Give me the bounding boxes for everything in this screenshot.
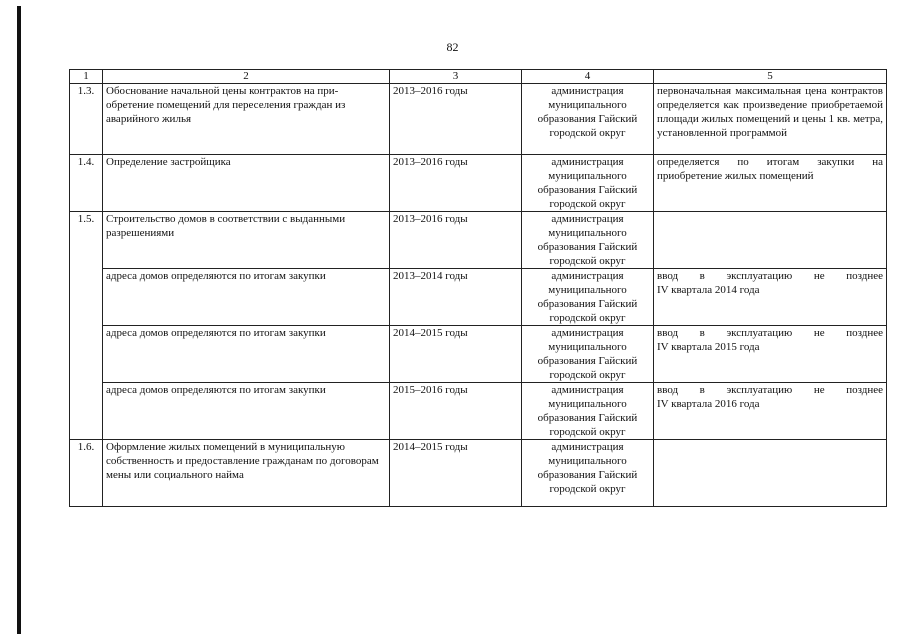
column-header-2: 2 xyxy=(103,70,390,84)
row-number: 1.6. xyxy=(70,440,103,507)
result-text: определяется по итогам закупки на xyxy=(657,156,883,168)
result-text-last-line: IV квартала 2015 года xyxy=(657,341,760,353)
row-number: 1.5. xyxy=(70,212,103,440)
executor-cell: администрация муниципального образования Гайский городской округ xyxy=(522,212,654,269)
executor-cell: администрация муниципального образования Гайский городской округ xyxy=(522,440,654,507)
period-cell: 2014–2015 годы xyxy=(390,326,522,383)
action-cell: адреса домов определяются по итогам закупки xyxy=(103,383,390,440)
action-cell: адреса домов определяются по итогам закупки xyxy=(103,269,390,326)
table-row xyxy=(70,440,887,507)
result-text: ввод в эксплуатацию не позднее xyxy=(657,384,883,396)
period-cell: 2013–2016 годы xyxy=(390,212,522,269)
column-header-3: 3 xyxy=(390,70,522,84)
result-cell xyxy=(654,383,887,440)
table-row xyxy=(70,84,887,155)
period-cell: 2015–2016 годы xyxy=(390,383,522,440)
action-cell: адреса домов определяются по итогам закупки xyxy=(103,326,390,383)
table-row xyxy=(70,269,887,326)
table-row xyxy=(70,155,887,212)
program-table xyxy=(69,69,887,507)
row-number: 1.3. xyxy=(70,84,103,155)
result-text: первоначальная максимальная цена контрактов определяется как произведение приобретаемой площади жилых помещений и цены 1 кв. метра, xyxy=(657,85,883,125)
executor-cell: администрация муниципального образования Гайский городской округ xyxy=(522,383,654,440)
action-cell: Обоснование начальной цены контрактов на при-обретение помещений для переселения граждан из аварийного жилья xyxy=(103,84,390,155)
result-text-last-line: установленной программой xyxy=(657,127,788,139)
column-number-row xyxy=(70,70,887,84)
result-text-last-line: IV квартала 2014 года xyxy=(657,284,760,296)
action-cell: Оформление жилых помещений в муниципальную собственность и предоставление гражданам по договорам мены или социального найма xyxy=(103,440,390,507)
binding-edge-bar xyxy=(17,6,21,634)
page-number: 82 xyxy=(446,40,459,54)
period-cell: 2013–2016 годы xyxy=(390,84,522,155)
result-cell xyxy=(654,84,887,155)
table-row xyxy=(70,326,887,383)
result-cell xyxy=(654,212,887,269)
result-text-last-line: IV квартала 2016 года xyxy=(657,398,760,410)
column-header-1: 1 xyxy=(70,70,103,84)
executor-cell: администрация муниципального образования Гайский городской округ xyxy=(522,84,654,155)
row-number: 1.4. xyxy=(70,155,103,212)
result-cell xyxy=(654,155,887,212)
executor-cell: администрация муниципального образования Гайский городской округ xyxy=(522,155,654,212)
period-cell: 2013–2014 годы xyxy=(390,269,522,326)
period-cell: 2013–2016 годы xyxy=(390,155,522,212)
executor-cell: администрация муниципального образования Гайский городской округ xyxy=(522,269,654,326)
result-text: ввод в эксплуатацию не позднее xyxy=(657,327,883,339)
result-cell xyxy=(654,269,887,326)
table-row xyxy=(70,212,887,269)
result-cell xyxy=(654,326,887,383)
result-text-last-line: приобретение жилых помещений xyxy=(657,170,814,182)
period-cell: 2014–2015 годы xyxy=(390,440,522,507)
result-cell xyxy=(654,440,887,507)
table-row xyxy=(70,383,887,440)
column-header-4: 4 xyxy=(522,70,654,84)
result-text: ввод в эксплуатацию не позднее xyxy=(657,270,883,282)
executor-cell: администрация муниципального образования Гайский городской округ xyxy=(522,326,654,383)
column-header-5: 5 xyxy=(654,70,887,84)
action-cell: Строительство домов в соответствии с выданными разрешениями xyxy=(103,212,390,269)
action-cell: Определение застройщика xyxy=(103,155,390,212)
